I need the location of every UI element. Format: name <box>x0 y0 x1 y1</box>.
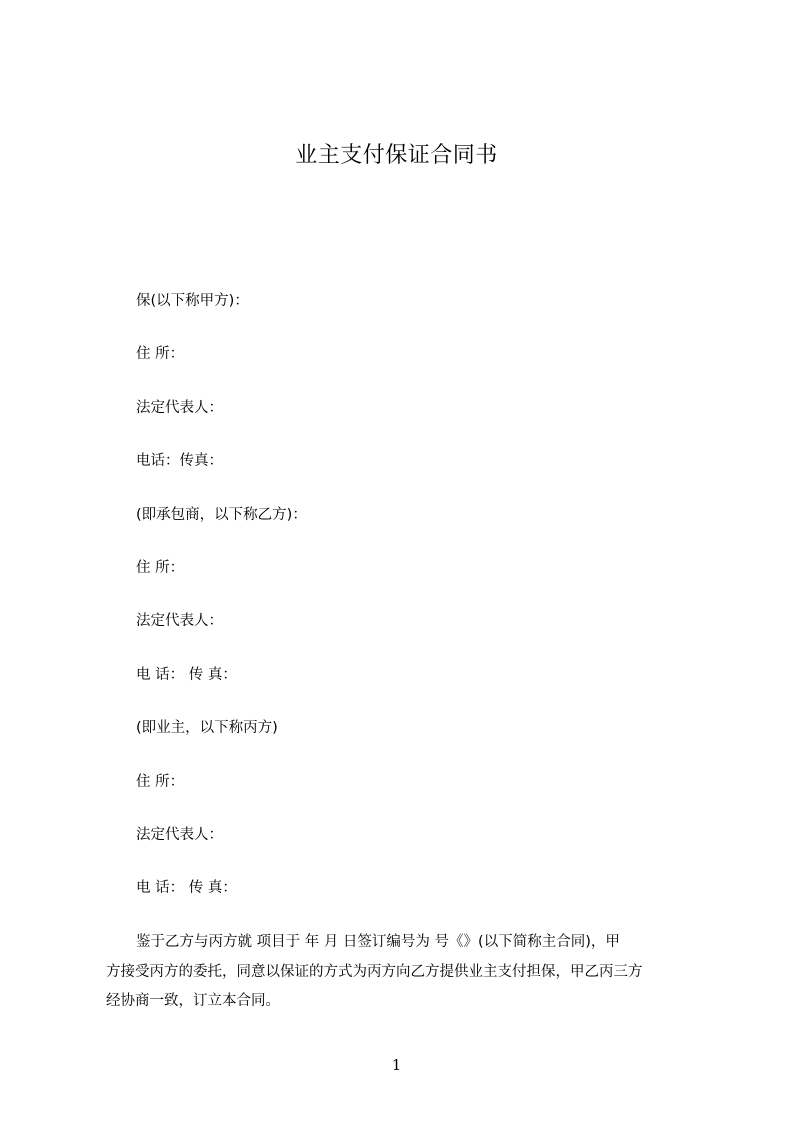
document-title: 业主支付保证合同书 <box>295 143 498 168</box>
party-b-contact: 电 话： 传 真： <box>136 667 237 683</box>
party-a-label: 保(以下称甲方)： <box>136 293 249 309</box>
party-a-address: 住 所： <box>136 346 185 362</box>
party-c-label: (即业主，以下称丙方) <box>136 720 278 736</box>
party-c-representative: 法定代表人： <box>136 827 223 843</box>
party-b-address: 住 所： <box>136 560 185 576</box>
recital-line-1: 鉴于乙方与丙方就 项目于 年 月 日签订编号为 号《》(以下简称主合同)，甲 <box>136 934 620 950</box>
recital-line-2: 方接受丙方的委托，同意以保证的方式为丙方向乙方提供业主支付担保，甲乙丙三方 <box>106 964 643 980</box>
party-b-representative: 法定代表人： <box>136 613 223 629</box>
party-a-contact: 电话：传真： <box>136 453 223 469</box>
page-number: 1 <box>391 1056 402 1074</box>
party-c-contact: 电 话： 传 真： <box>136 880 237 896</box>
party-c-address: 住 所： <box>136 774 185 790</box>
party-b-label: (即承包商，以下称乙方)： <box>136 507 307 523</box>
recital-line-3: 经协商一致，订立本合同。 <box>106 993 280 1009</box>
party-a-representative: 法定代表人： <box>136 400 223 416</box>
